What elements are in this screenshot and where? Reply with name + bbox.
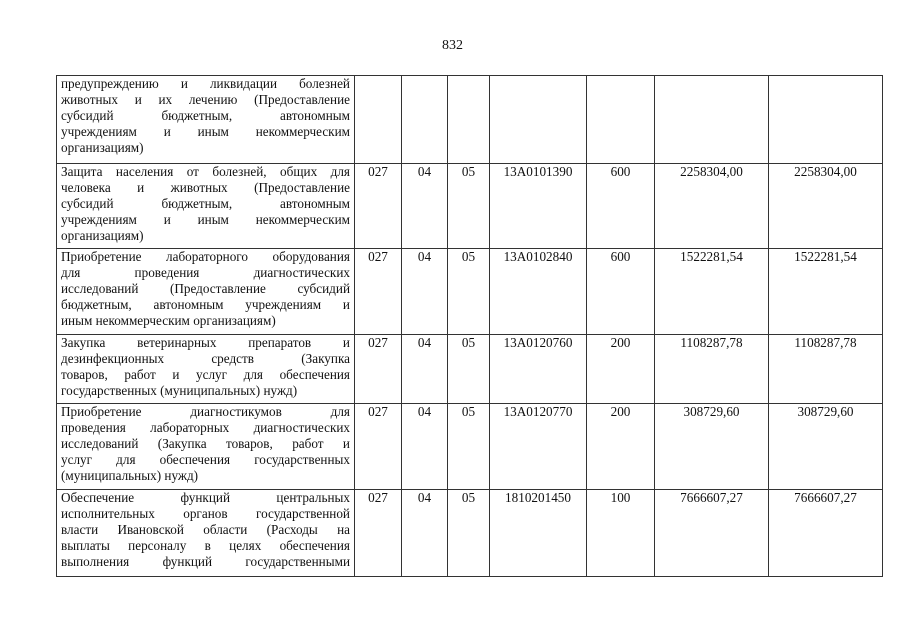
amount-year-2: 2258304,00 bbox=[769, 164, 883, 249]
description-line: проведения лабораторных диагностических bbox=[61, 420, 350, 435]
section-code: 04 bbox=[402, 404, 448, 490]
description-line: субсидий бюджетным, автономным bbox=[61, 108, 350, 123]
target-code: 13А0120760 bbox=[490, 335, 587, 404]
amount-year-1: 2258304,00 bbox=[655, 164, 769, 249]
description-line: исследований (Предоставление субсидий bbox=[61, 281, 350, 296]
description-line: Закупка ветеринарных препаратов и bbox=[61, 335, 350, 350]
amount-year-1: 1522281,54 bbox=[655, 249, 769, 335]
page-number: 832 bbox=[442, 38, 463, 53]
description-line: Приобретение лабораторного оборудования bbox=[61, 249, 350, 264]
table-row bbox=[57, 76, 883, 164]
description-line: субсидий бюджетным, автономным bbox=[61, 196, 350, 211]
description-line: человека и животных (Предоставление bbox=[61, 180, 350, 195]
row-description bbox=[57, 404, 355, 490]
description-line: учреждениям и иным некоммерческим bbox=[61, 212, 350, 227]
description-line: Приобретение диагностикумов для bbox=[61, 404, 350, 419]
description-line: учреждениям и иным некоммерческим bbox=[61, 124, 350, 139]
subsection-code: 05 bbox=[448, 335, 490, 404]
amount-year-1: 308729,60 bbox=[655, 404, 769, 490]
table-row bbox=[57, 249, 883, 335]
description-line: исполнительных органов государственной bbox=[61, 506, 350, 521]
expense-type-code: 600 bbox=[587, 164, 655, 249]
table-row bbox=[57, 335, 883, 404]
section-code: 04 bbox=[402, 164, 448, 249]
expense-type-code: 200 bbox=[587, 335, 655, 404]
subsection-code: 05 bbox=[448, 404, 490, 490]
description-line: животных и их лечению (Предоставление bbox=[61, 92, 350, 107]
table-row bbox=[57, 164, 883, 249]
description-line: власти Ивановской области (Расходы на bbox=[61, 522, 350, 537]
ministry-code: 027 bbox=[355, 490, 402, 577]
expense-type-code: 100 bbox=[587, 490, 655, 577]
description-line: для проведения диагностических bbox=[61, 265, 350, 280]
amount-year-1: 7666607,27 bbox=[655, 490, 769, 577]
description-line: Защита населения от болезней, общих для bbox=[61, 164, 350, 179]
target-code: 13А0101390 bbox=[490, 164, 587, 249]
description-line: государственных (муниципальных) нужд) bbox=[61, 383, 298, 398]
description-line: организациям) bbox=[61, 140, 144, 155]
description-line: дезинфекционных средств (Закупка bbox=[61, 351, 350, 366]
ministry-code: 027 bbox=[355, 249, 402, 335]
ministry-code: 027 bbox=[355, 164, 402, 249]
target-code bbox=[490, 76, 587, 164]
description-line: бюджетным, автономным учреждениям и bbox=[61, 297, 350, 312]
table-row bbox=[57, 490, 883, 577]
description-line: выполнения функций государственными bbox=[61, 554, 350, 569]
amount-year-1: 1108287,78 bbox=[655, 335, 769, 404]
row-description bbox=[57, 335, 355, 404]
amount-year-2 bbox=[769, 76, 883, 164]
description-line: выплаты персоналу в целях обеспечения bbox=[61, 538, 350, 553]
amount-year-2: 308729,60 bbox=[769, 404, 883, 490]
table-row bbox=[57, 404, 883, 490]
ministry-code: 027 bbox=[355, 404, 402, 490]
target-code: 1810201450 bbox=[490, 490, 587, 577]
section-code: 04 bbox=[402, 335, 448, 404]
expense-type-code: 200 bbox=[587, 404, 655, 490]
description-line: товаров, работ и услуг для обеспечения bbox=[61, 367, 350, 382]
amount-year-2: 1522281,54 bbox=[769, 249, 883, 335]
budget-table bbox=[56, 75, 883, 577]
subsection-code bbox=[448, 76, 490, 164]
subsection-code: 05 bbox=[448, 164, 490, 249]
expense-type-code: 600 bbox=[587, 249, 655, 335]
description-line: Обеспечение функций центральных bbox=[61, 490, 350, 505]
subsection-code: 05 bbox=[448, 249, 490, 335]
description-line: услуг для обеспечения государственных bbox=[61, 452, 350, 467]
subsection-code: 05 bbox=[448, 490, 490, 577]
row-description bbox=[57, 164, 355, 249]
description-line: (муниципальных) нужд) bbox=[61, 468, 199, 483]
target-code: 13А0102840 bbox=[490, 249, 587, 335]
description-line: исследований (Закупка товаров, работ и bbox=[61, 436, 350, 451]
amount-year-2: 7666607,27 bbox=[769, 490, 883, 577]
ministry-code bbox=[355, 76, 402, 164]
section-code: 04 bbox=[402, 490, 448, 577]
description-line: предупреждению и ликвидации болезней bbox=[61, 76, 350, 91]
description-line: организациям) bbox=[61, 228, 144, 243]
section-code bbox=[402, 76, 448, 164]
row-description bbox=[57, 249, 355, 335]
row-description bbox=[57, 76, 355, 164]
amount-year-2: 1108287,78 bbox=[769, 335, 883, 404]
amount-year-1 bbox=[655, 76, 769, 164]
description-line: иным некоммерческим организациям) bbox=[61, 313, 276, 328]
target-code: 13А0120770 bbox=[490, 404, 587, 490]
expense-type-code bbox=[587, 76, 655, 164]
row-description bbox=[57, 490, 355, 577]
ministry-code: 027 bbox=[355, 335, 402, 404]
section-code: 04 bbox=[402, 249, 448, 335]
